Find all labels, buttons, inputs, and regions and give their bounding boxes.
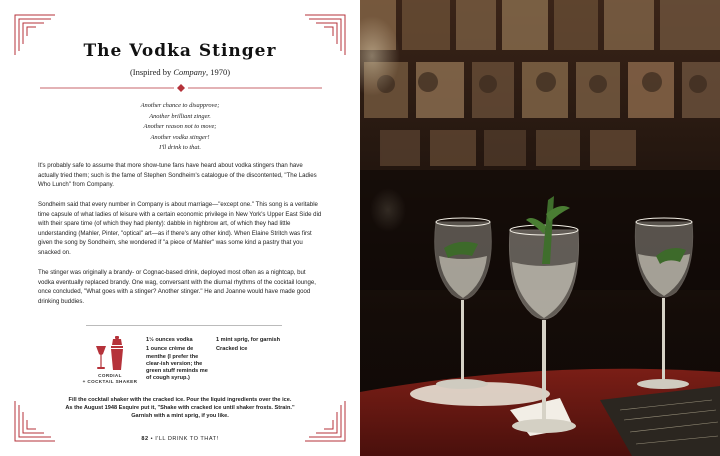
- page-footer: [0, 436, 360, 442]
- garnish-item: Cracked ice: [216, 346, 248, 353]
- lyric-line: I'll drink to that.: [159, 144, 201, 152]
- page-number: 82: [141, 436, 149, 442]
- book-title: I'LL DRINK TO THAT!: [155, 436, 219, 442]
- lyric-line: Another vodka stinger!: [150, 133, 210, 141]
- ingredient-list: [146, 337, 208, 385]
- cordial-glass-icon: [95, 345, 107, 371]
- garnish-item: 1 mint sprig, for garnish: [216, 337, 281, 343]
- garnish-list: [216, 337, 296, 356]
- ingredient-item: 1 ounce crème de menthe (I prefer the clear-ish version; the green stuff reminds me of cough syrup.): [146, 346, 208, 382]
- lyric-line: Another reason not to move;: [143, 123, 217, 131]
- lyric-line: Another brilliant zinger.: [149, 112, 211, 120]
- body-paragraph-2: Sondheim said that every number in Company is about marriage—"except one." This song is a veritable time capsule of what ladies of leisure with a certain economic privilege in New York's Upper East Side did with their spare time (of which they had plenty): dabble in highbrow art, of which they had little understanding (Mahler, Pinter, "optical" art—as if there's any other kind). When Elaine Stritch was first given the song by Sondheim, she wondered if "a piece of Mahler" was some kind a pastry that you snacked on.: [38, 201, 322, 256]
- recipe-divider: [86, 325, 282, 326]
- page-title: The Vodka Stinger: [83, 41, 277, 61]
- title-divider: [40, 84, 322, 92]
- footer-separator: •: [150, 436, 154, 442]
- body-paragraph-3: The stinger was originally a brandy- or Cognac-based drink, deployed most often as a nightcap, but vodka eventually replaced brandy. One wag, conversant with the diurnal rhythms of the cocktail lounge, once concluded, "What goes with a stinger? Another stinger." He and Joanne would have made good drinking buddies.: [38, 269, 316, 305]
- ingredient-item: 1½ ounces vodka: [146, 337, 193, 343]
- tools-caption: CORDIAL + COCKTAIL SHAKER: [82, 373, 138, 384]
- body-paragraph-1: It's probably safe to assume that more show-tune fans have heard about vodka stingers than have actually tried them; such is the fame of Stephen Sondheim's catalogue of the discontented, "The Ladies Who Lunch" from Company.: [38, 162, 317, 188]
- recipe-instructions: Fill the cocktail shaker with the cracked ice. Pour the liquid ingredients over the ice. As the August 1948 Esquire put it, "Shake with cracked ice until shaker frosts. Strain." Garnish with a mint sprig, if you like.: [65, 397, 295, 419]
- page-subtitle: (Inspired by Company, 1970): [129, 67, 231, 77]
- show-title: Company: [173, 67, 206, 77]
- cocktail-photo: [360, 0, 720, 456]
- lyric-epigraph: [0, 101, 360, 154]
- lyric-line: Another chance to disapprove;: [140, 102, 220, 109]
- cocktail-shaker-icon: [109, 336, 125, 371]
